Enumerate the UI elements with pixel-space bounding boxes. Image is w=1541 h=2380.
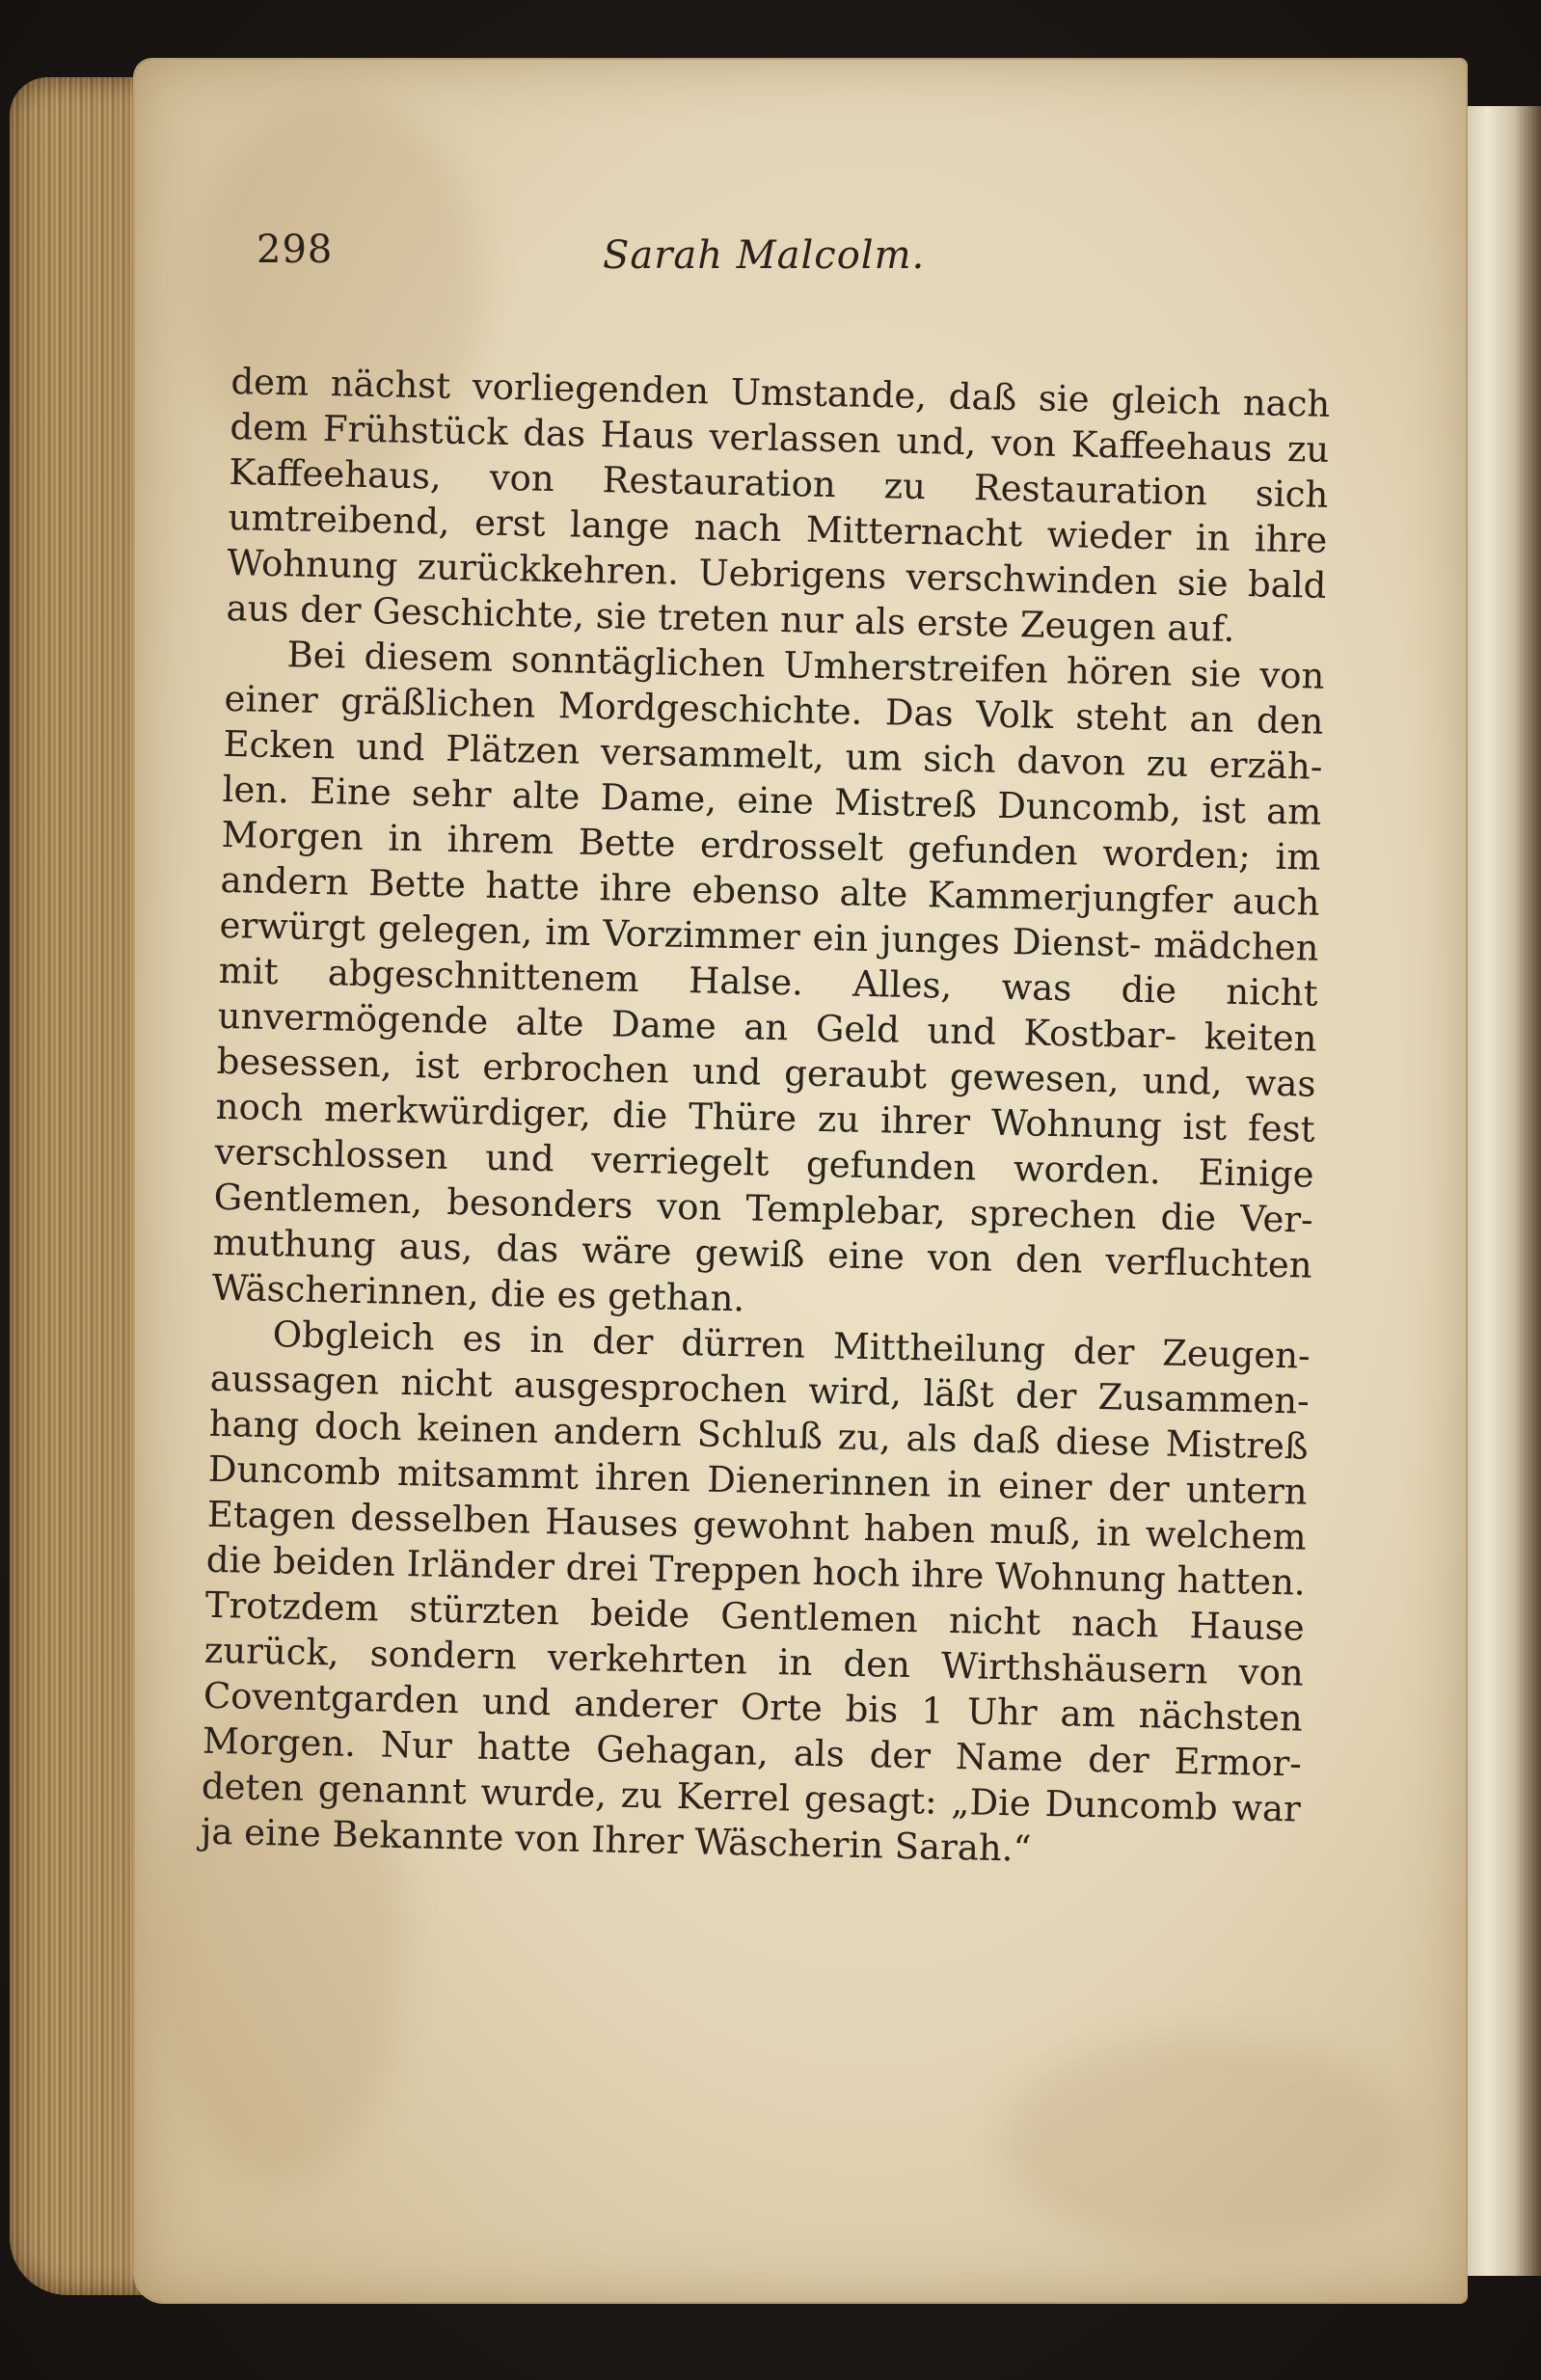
paragraph: Bei diesem sonntäglichen Umherstreifen hören sie von einer gräßlichen Mordgeschichte. Das Volk steht an den Ecken und Plätzen versammelt, um sich davon zu erzäh- len. Eine sehr alte Dame, eine Mistreß Duncomb, ist am Morgen in ihrem Bette erdrosselt gefunden worden; im andern Bette hatte ihre ebenso alte Kammerjungfer auch erwürgt gelegen, im Vorzimmer ein junges Dienst- mädchen mit abgeschnittenem Halse. Alles, was die nicht unvermögende alte Dame an Geld und Kostbar- keiten besessen, ist erbrochen und geraubt gewesen, und, was noch merkwürdiger, die Thüre zu ihrer Wohnung ist fest verschlossen und verriegelt gefunden worden. Einige Gentlemen, besonders von Templebar, sprechen die Ver- muthung aus, das wäre gewiß eine von den verfluchten Wäscherinnen, die es gethan. — [211, 634, 1325, 1320]
page-header — [0, 228, 1541, 285]
paragraph: Obgleich es in der dürren Mittheilung der Zeugen- aussagen nicht ausgesprochen wird, läßt der Zusammen- hang doch keinen andern Schluß zu, als daß diese Mistreß Duncomb mitsammt ihren Dienerinnen in einer der untern Etagen desselben Hauses gewohnt haben muß, in welchem die beiden Irländer drei Treppen hoch ihre Wohnung hatten. Trotzdem stürzten beide Gentlemen nicht nach Hause zurück, sondern verkehrten in den Wirthshäusern von Coventgarden und anderer Orte bis 1 Uhr am nächsten Morgen. Nur hatte Gehagan, als der Name der Ermor- deten genannt wurde, zu Kerrel gesagt: „Die Duncomb war ja eine Bekannte von Ihrer Wäscherin Sarah.“ — [200, 1313, 1311, 1870]
page-number: 298 — [257, 228, 334, 272]
page-block-edges — [10, 77, 154, 2295]
running-head: Sarah Malcolm. — [603, 233, 926, 278]
paper-stain — [1003, 2037, 1408, 2249]
paragraph: dem nächst vorliegenden Umstande, daß sie gleich nach dem Frühstück das Haus verlassen und, von Kaffeehaus zu Kaffeehaus, von Restauration zu Restauration sich umtreibend, erst lange nach Mitternacht wieder in ihre Wohnung zurückkehren. Uebrigens verschwinden sie bald aus der Geschichte, sie treten nur als erste Zeugen auf. — [226, 360, 1331, 650]
body-text — [201, 359, 1331, 1878]
